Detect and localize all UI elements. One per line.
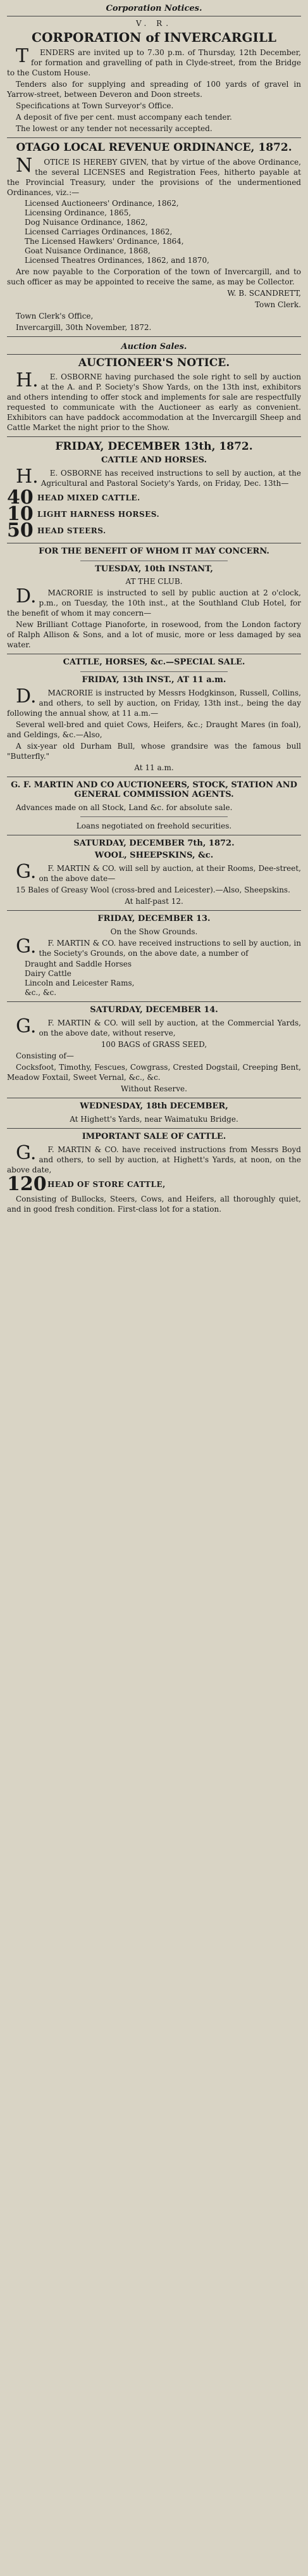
sale-date: FRIDAY, DECEMBER 13th, 1872. (55, 440, 253, 454)
wool-title: WOOL, SHEEPSKINS, &c. (94, 851, 214, 861)
ordinance-item: Goat Nuisance Ordinance, 1868, (25, 246, 151, 255)
friday13-sale (7, 915, 301, 998)
ordinance-item: Licensing Ordinance, 1865, (25, 208, 132, 217)
benefit-paragraph: D.MACRORIE is instructed to sell by public auction at 2 o'clock, p.m., on Tuesday, the 10th inst., at the Southland Club Hotel, for the benefit of whom it may concern— (7, 585, 301, 618)
special-date: FRIDAY, 13th INST., AT 11 a.m. (82, 675, 226, 685)
wednesday-date: WEDNESDAY, 18th DECEMBER, (80, 1101, 228, 1111)
auctioneer-paragraph: H.E. OSBORNE having purchased the sole right to sell by auction at the A. and P. Society's Show Yards, on the 13th inst, exhibitors and others intending to offer stock and implements for sale are respectfully requested to communicate with the Auctioneer as early as convenient. Exhibitors can have paddock accommodation at the Invercargill Sheep and Cattle Market the night prior to the Show. (7, 369, 301, 433)
corporation-notice (7, 16, 301, 134)
friday13-place: On the Show Grounds. (110, 927, 198, 937)
osborne-paragraph: H.E. OSBORNE has received instructions to sell by auction, at the Agricultural and Pastoral Society's Yards, on Friday, Dec. 13th— (16, 465, 301, 488)
corporation-title: CORPORATION of INVERCARGILL (32, 30, 276, 45)
divider (7, 1128, 301, 1129)
lot-count: 120 (7, 1173, 47, 1196)
auctioneer-title: AUCTIONEER'S NOTICE. (78, 356, 230, 369)
otago-title: OTAGO LOCAL REVENUE ORDINANCE, 1872. (16, 141, 292, 154)
without-reserve: Without Reserve. (121, 1084, 187, 1093)
ordinance-item: Licensed Auctioneers' Ordinance, 1862, (25, 198, 179, 208)
divider (7, 137, 301, 138)
specifications-paragraph: Specifications at Town Surveyor's Office. (16, 101, 174, 110)
piano-paragraph: New Brilliant Cottage Pianoforte, in rosewood, from the London factory of Ralph Allison & Sons, and a lot of music, more or less damaged by sea water. (7, 620, 301, 650)
stock-item: Draught and Saddle Horses (25, 960, 132, 969)
lot-desc: HEAD STEERS. (37, 526, 106, 535)
divider (7, 336, 301, 337)
lot-desc: HEAD OF STORE CATTLE, (47, 1179, 166, 1189)
friday13-date: FRIDAY, DECEMBER 13. (97, 914, 211, 924)
lot-count: 10 (7, 503, 34, 526)
office-line: Town Clerk's Office, (16, 311, 94, 320)
special-title: CATTLE, HORSES, &c.—SPECIAL SALE. (63, 657, 245, 668)
friday13-paragraph: G.F. MARTIN & CO. have received instructions to sell by auction, in the Society's Grounds, on the above date, a number of (16, 936, 301, 958)
lot-row (7, 1173, 301, 1196)
important-title: IMPORTANT SALE OF CATTLE. (82, 1131, 226, 1141)
auctioneer-notice (7, 357, 301, 433)
lot-count: 50 (7, 519, 34, 542)
gravel-paragraph: Tenders also for supplying and spreading of 100 yards of gravel in Yarrow-street, between Deveron and Doon streets. (7, 80, 301, 99)
ordinance-item: The Licensed Hawkers' Ordinance, 1864, (25, 236, 184, 246)
divider (7, 436, 301, 437)
stock-item: Dairy Cattle (25, 969, 71, 979)
section-heading-auction: Auction Sales. (7, 341, 301, 355)
signer-name: W. B. SCANDRETT, (227, 288, 301, 298)
notice-paragraph: NOTICE IS HEREBY GIVEN, that by virtue of the above Ordinance, the several LICENSES and Registration Fees, hitherto payable at the Provincial Treasury, under the provisions of the undermentioned Ordinances, viz.:— (7, 154, 301, 197)
wednesday-sale (7, 1102, 301, 1124)
divider (80, 671, 228, 672)
lot-desc: LIGHT HARNESS HORSES. (37, 509, 160, 519)
cows-paragraph: Several well-bred and quiet Cows, Heifers, &c.; Draught Mares (in foal), and Geldings, &c.—Also, (7, 720, 301, 740)
wool-date: SATURDAY, DECEMBER 7th, 1872. (73, 839, 235, 849)
special-paragraph: D.MACRORIE is instructed by Messrs Hodgkinson, Russell, Collins, and others, to sell by auction, on Friday, 13th inst., being the day following the annual show, at 11 a.m.— (7, 685, 301, 718)
lot-row (7, 486, 301, 509)
divider (80, 816, 228, 817)
otago-notice (7, 142, 301, 333)
lot-row (7, 519, 301, 542)
lowest-tender-paragraph: The lowest or any tender not necessarily accepted. (16, 124, 213, 133)
consisting-line: Consisting of— (16, 1051, 74, 1060)
benefit-title: FOR THE BENEFIT OF WHOM IT MAY CONCERN. (39, 546, 269, 556)
benefit-place: AT THE CLUB. (125, 577, 183, 587)
section-heading-corporation: Corporation Notices. (7, 3, 301, 16)
ordinance-item: Dog Nuisance Ordinance, 1862, (25, 217, 148, 227)
vr-label: V. R. (135, 19, 173, 28)
ordinance-item: Licensed Theatres Ordinances, 1862, and 1870, (25, 255, 209, 265)
sale-title: CATTLE AND HORSES. (101, 455, 207, 465)
divider (7, 910, 301, 911)
saturday14-sale (7, 1006, 301, 1094)
martin-title: G. F. MARTIN AND CO AUCTIONEERS, STOCK, STATION AND GENERAL COMMISSION AGENTS. (11, 780, 297, 800)
payable-paragraph: Are now payable to the Corporation of the town of Invercargill, and to such officer as may be appointed to receive the same, as may be Collector. (7, 267, 301, 286)
wool-time: At half-past 12. (125, 897, 183, 906)
important-paragraph: G.F. MARTIN & CO. have received instructions from Messrs Boyd and others, to sell by auction, at Highett's Yards, at noon, on the above date, (7, 1141, 301, 1174)
wool-paragraph: G.F. MARTIN & CO. will sell by auction, at their Rooms, Dee-street, on the above date— (16, 861, 301, 884)
martin-notice (7, 781, 301, 831)
wool-sale (7, 839, 301, 906)
saturday14-paragraph: G.F. MARTIN & CO. will sell by auction, at the Commercial Yards, on the above date, without reserve, (16, 1015, 301, 1037)
stock-item: Lincoln and Leicester Rams, (25, 979, 135, 988)
bull-paragraph: A six-year old Durham Bull, whose grandsire was the famous bull "Butterfly." (7, 742, 301, 761)
special-sale (7, 658, 301, 773)
benefit-date: TUESDAY, 10th INSTANT, (95, 564, 213, 574)
important-sale (7, 1133, 301, 1214)
saturday14-date: SATURDAY, DECEMBER 14. (90, 1005, 218, 1015)
benefit-sale (7, 547, 301, 650)
ordinance-item: Licensed Carriages Ordinances, 1862, (25, 227, 173, 236)
stock-item: &c., &c. (25, 988, 57, 998)
divider (7, 1001, 301, 1002)
office-date: Invercargill, 30th November, 1872. (16, 322, 152, 332)
bales-paragraph: 15 Bales of Greasy Wool (cross-bred and Leicester).—Also, Sheepskins. (16, 885, 290, 895)
advances-paragraph: Advances made on all Stock, Land &c. for absolute sale. (16, 803, 233, 813)
loans-paragraph: Loans negotiated on freehold securities. (76, 822, 232, 831)
grass-seed-line: 100 BAGS of GRASS SEED, (101, 1039, 207, 1049)
ordinance-list (7, 199, 301, 265)
special-time: At 11 a.m. (134, 763, 174, 773)
deposit-paragraph: A deposit of five per cent. must accompany each tender. (16, 113, 232, 122)
osborne-sale (7, 440, 301, 542)
vr-crest (7, 16, 301, 28)
lot-row (7, 503, 301, 526)
signer-title: Town Clerk. (254, 300, 301, 309)
stock-list (7, 960, 301, 998)
lot-desc: HEAD MIXED CATTLE. (37, 493, 140, 502)
tender-paragraph: TENDERS are invited up to 7.30 p.m. of Thursday, 12th December, for formation and gravelling of path in Clyde-street, from the Bridge to the Custom House. (7, 45, 301, 77)
lot-count: 40 (7, 486, 34, 509)
consisting-paragraph: Consisting of Bullocks, Steers, Cows, and Heifers, all thoroughly quiet, and in good fresh condition. First-class lot for a station. (7, 1194, 301, 1214)
newspaper-column (7, 0, 301, 1214)
seeds-paragraph: Cocksfoot, Timothy, Fescues, Cowgrass, Crested Dogstail, Creeping Bent, Meadow Foxtail, Sweet Vernal, &c., &c. (7, 1062, 301, 1082)
wednesday-place: At Highett's Yards, near Waimatuku Bridge. (70, 1114, 238, 1124)
